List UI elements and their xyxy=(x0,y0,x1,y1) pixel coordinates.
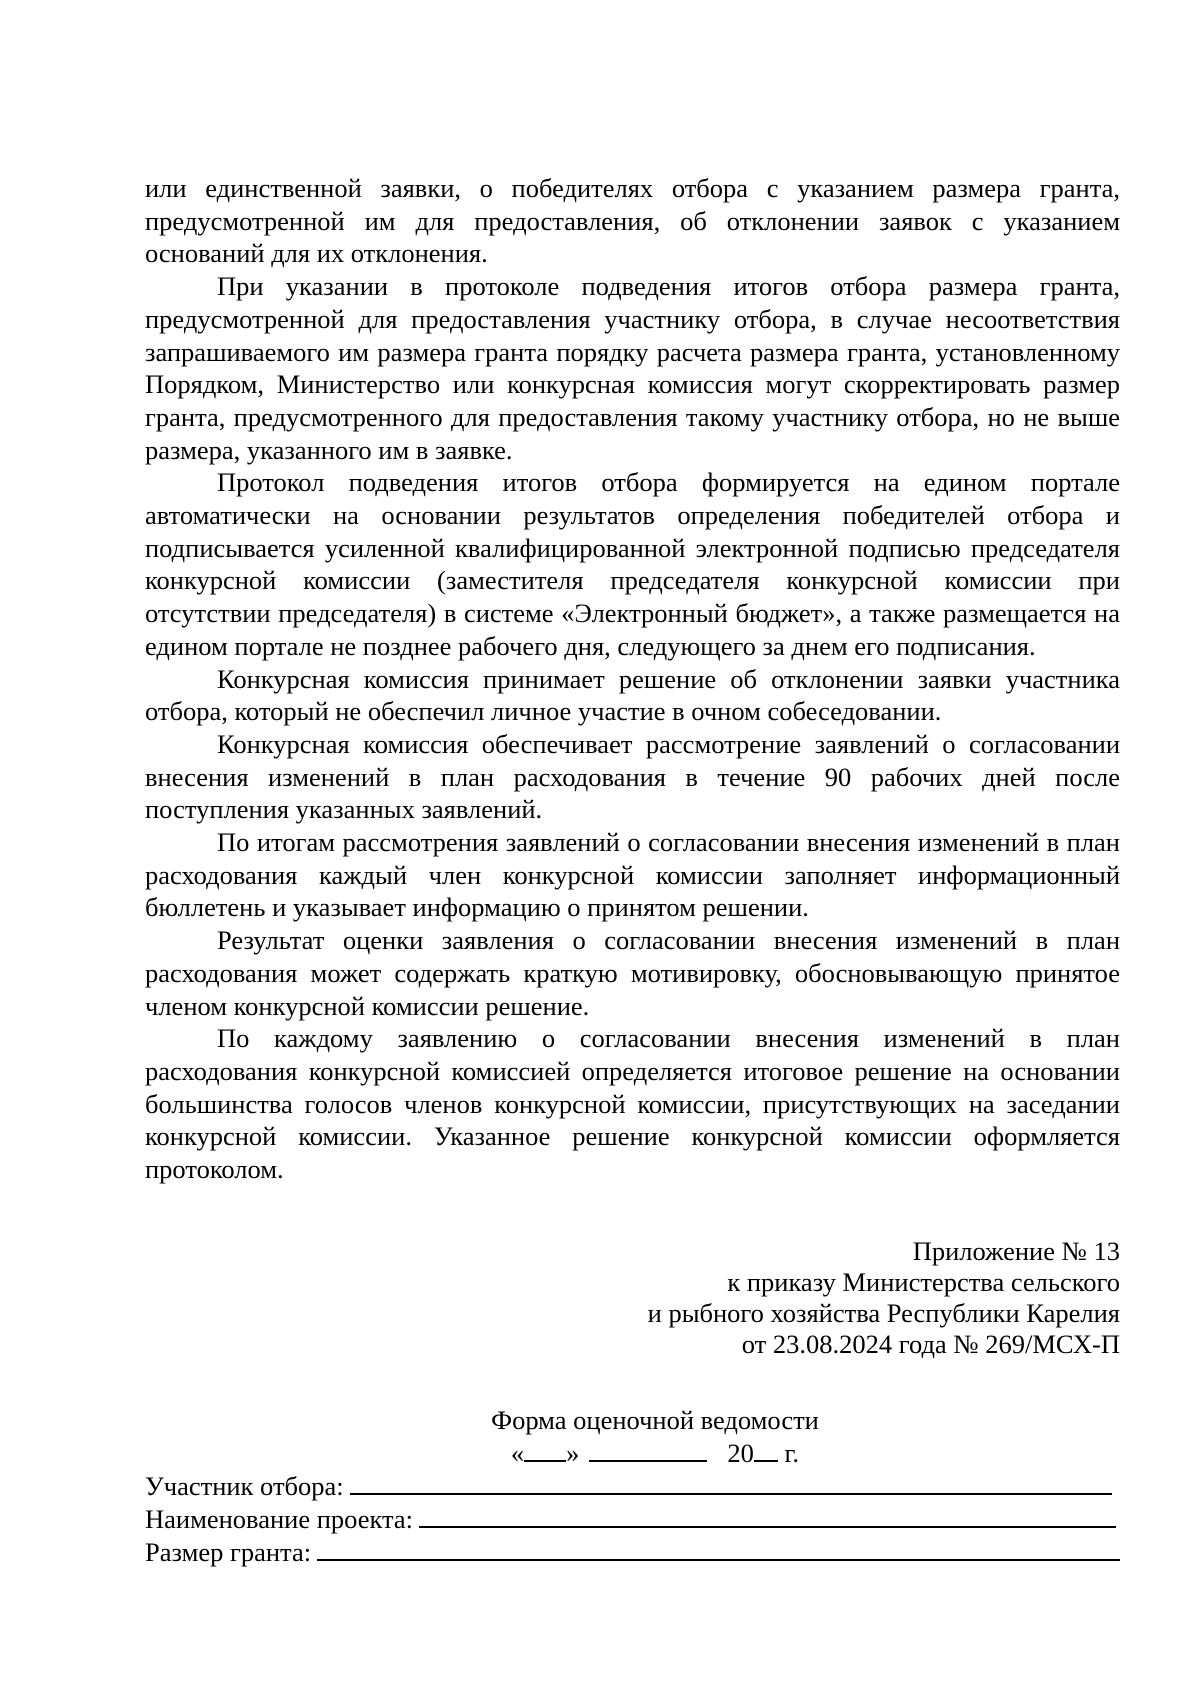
quote-open: « xyxy=(510,1437,525,1468)
paragraph: По каждому заявлению о согласовании внесения изменений в план расходования конкурсной комиссией определяется итоговое решение на основании большинства голосов членов конкурсной комиссии, присутствующих на заседании конкурсной комиссии. Указанное решение конкурсной комиссии оформляется протоколом. xyxy=(145,1023,1120,1185)
year-prefix: 20 xyxy=(727,1437,754,1468)
grant-size-label: Размер гранта: xyxy=(145,1536,312,1567)
appendix-header xyxy=(145,1236,1120,1360)
participant-label: Участник отбора: xyxy=(145,1470,344,1501)
appendix-ministry-line: и рыбного хозяйства Республики Карелия xyxy=(647,1297,1120,1328)
year-blank[interactable] xyxy=(754,1436,778,1462)
document-page xyxy=(145,172,1120,1568)
paragraph: При указании в протоколе подведения итогов отбора размера гранта, предусмотренной для предоставления участнику отбора, в случае несоответствия запрашиваемого им размера гранта порядку расчета размера гранта, установленному Порядком, Министерство или конкурсная комиссия могут скорректировать размер гранта, предусмотренного для предоставления такому участнику отбора, но не выше размера, указанного им в заявке. xyxy=(145,271,1120,465)
grant-size-field xyxy=(145,1537,1120,1568)
participant-blank[interactable] xyxy=(350,1471,1112,1495)
appendix-date-line: от 23.08.2024 года № 269/МСХ-П xyxy=(741,1328,1120,1359)
grant-size-blank[interactable] xyxy=(317,1537,1120,1561)
quote-close: » xyxy=(566,1437,580,1468)
appendix-order-line: к приказу Министерства сельского xyxy=(727,1266,1120,1297)
project-name-label: Наименование проекта: xyxy=(145,1503,414,1534)
paragraph: Протокол подведения итогов отбора формируется на едином портале автоматически на основании результатов определения победителей отбора и подписывается усиленной квалифицированной электронной подписью председателя конкурсной комиссии (заместителя председателя конкурсной комиссии при отсутствии председателя) в системе «Электронный бюджет», а также размещается на едином портале не позднее рабочего дня, следующего за днем его подписания. xyxy=(145,467,1120,661)
day-blank[interactable] xyxy=(524,1436,566,1462)
project-name-field xyxy=(145,1504,1120,1535)
paragraph: Конкурсная комиссия обеспечивает рассмотрение заявлений о согласовании внесения изменений в план расходования в течение 90 рабочих дней после поступления указанных заявлений. xyxy=(145,728,1120,825)
project-name-blank[interactable] xyxy=(419,1504,1116,1528)
participant-field xyxy=(145,1471,1120,1502)
appendix-number: Приложение № 13 xyxy=(912,1235,1120,1266)
paragraph: По итогам рассмотрения заявлений о согласовании внесения изменений в план расходования каждый член конкурсной комиссии заполняет информационный бюллетень и указывает информацию о принятом решении. xyxy=(145,827,1120,923)
paragraph: Результат оценки заявления о согласовании внесения изменений в план расходования может содержать краткую мотивировку, обосновывающую принятое членом конкурсной комиссии решение. xyxy=(145,925,1120,1021)
form-date-line xyxy=(145,1436,1120,1469)
paragraph: или единственной заявки, о победителях отбора с указанием размера гранта, предусмотренной им для предоставления, об отклонении заявок с указанием оснований для их отклонения. xyxy=(145,173,1120,269)
month-blank[interactable] xyxy=(589,1436,707,1462)
paragraph: Конкурсная комиссия принимает решение об отклонении заявки участника отбора, который не обеспечил личное участие в очном собеседовании. xyxy=(145,663,1120,727)
year-suffix: г. xyxy=(777,1437,800,1468)
form-title: Форма оценочной ведомости xyxy=(491,1404,819,1435)
